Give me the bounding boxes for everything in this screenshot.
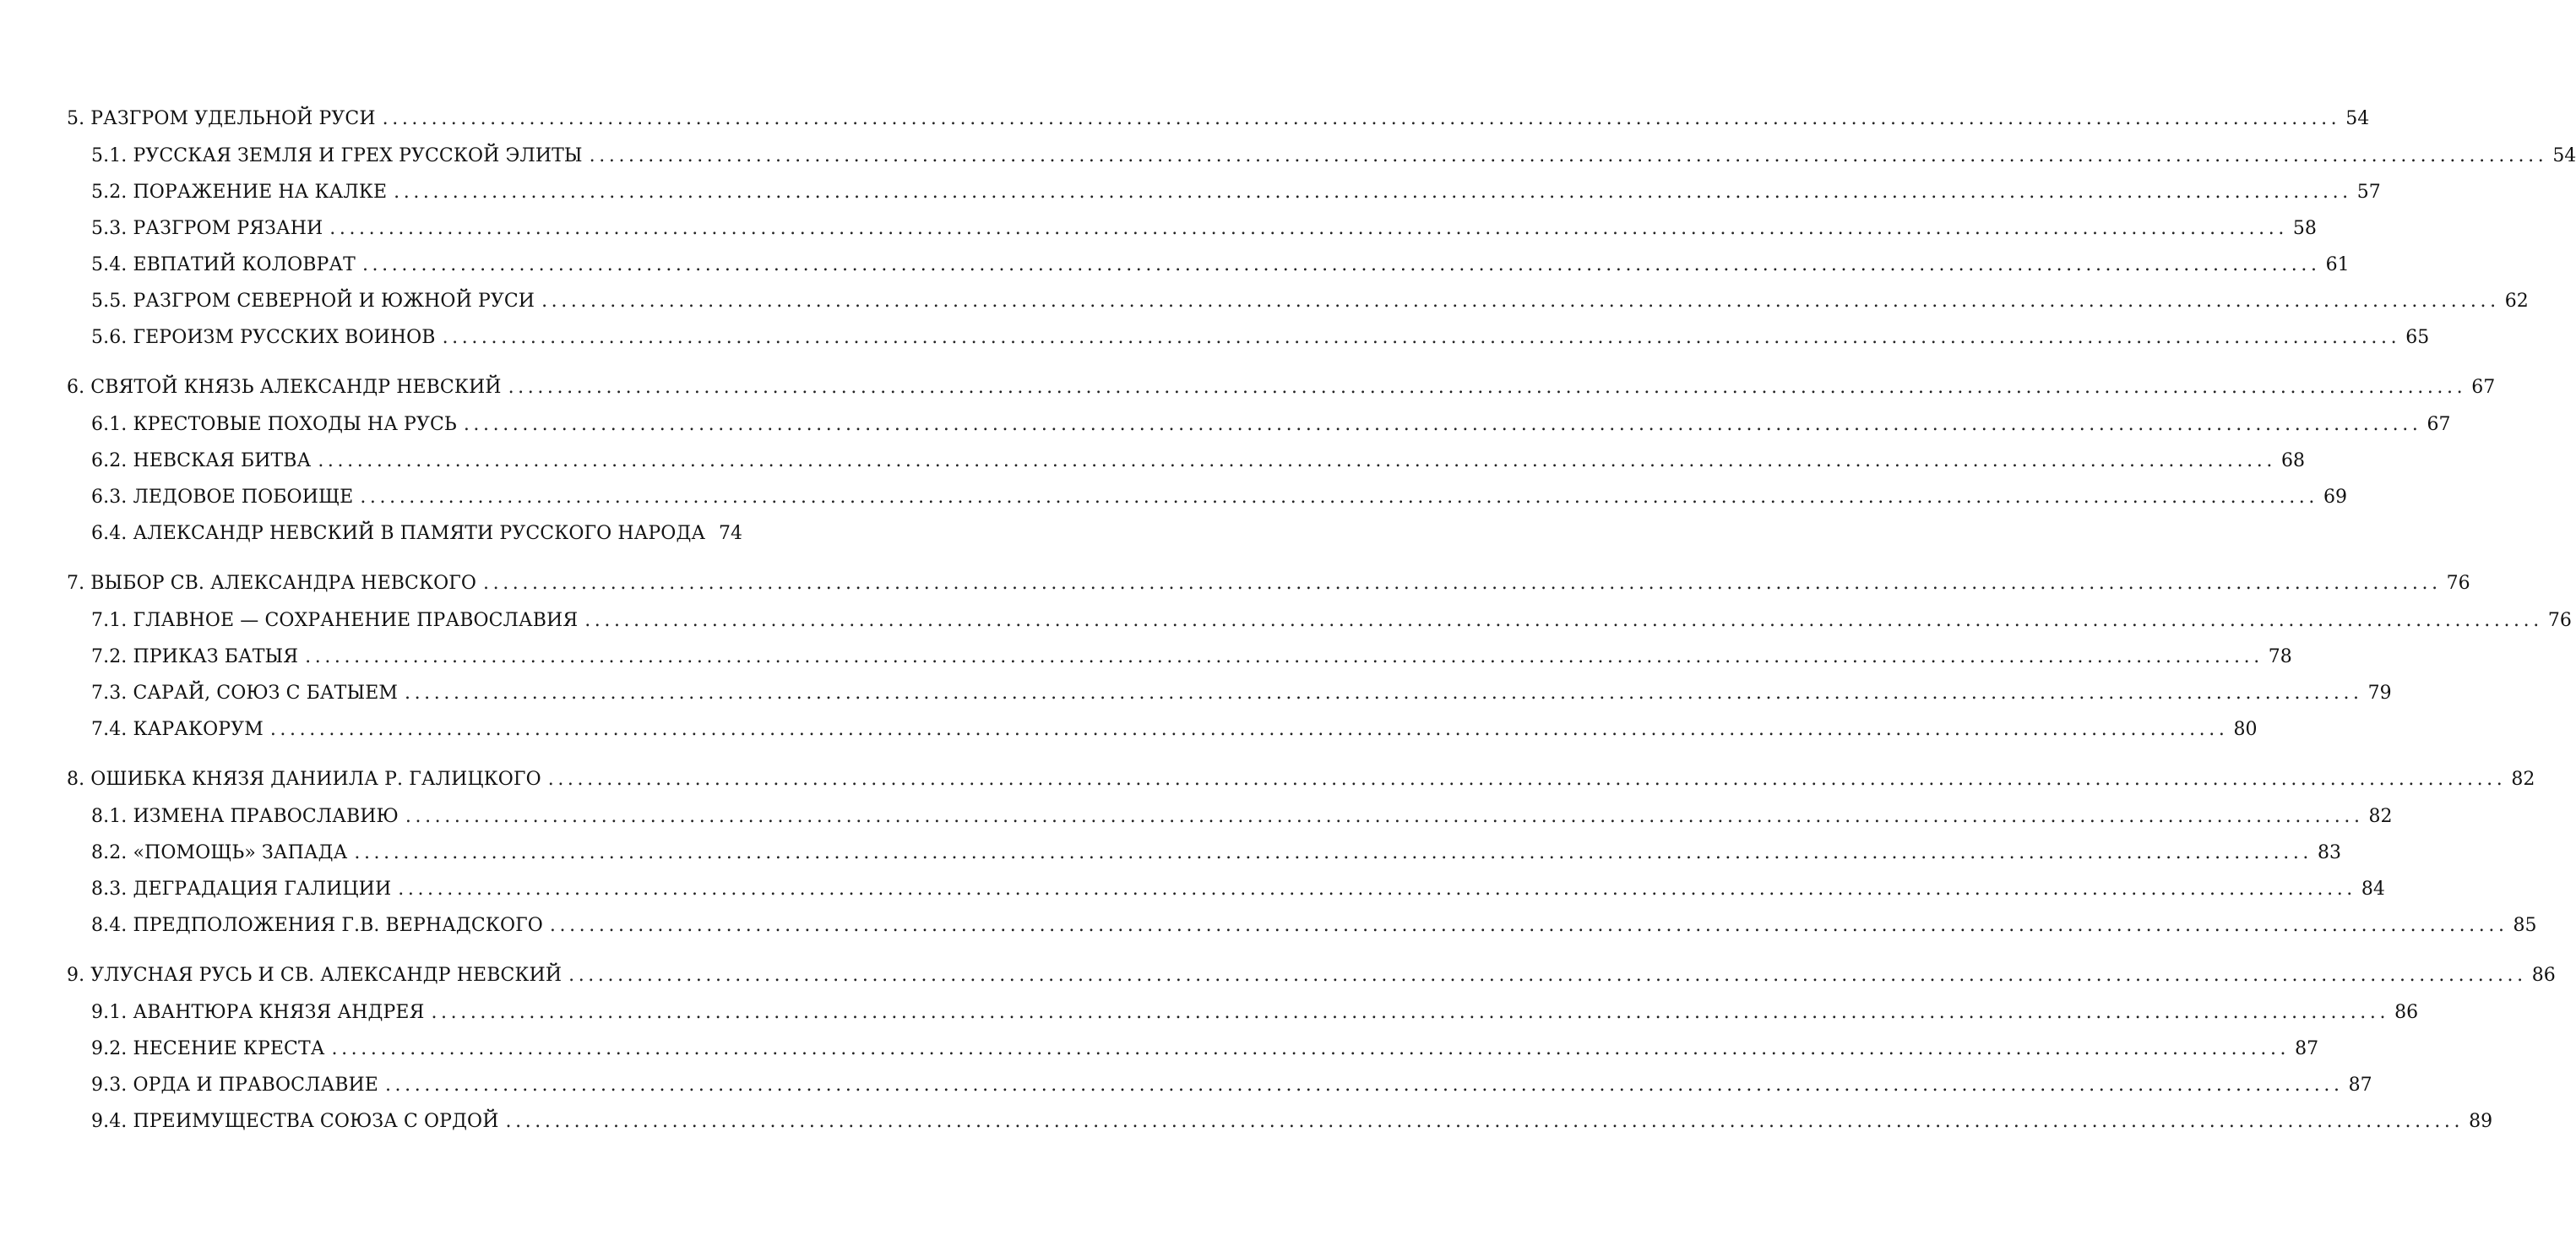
toc-entry-title: 7.1. ГЛАВНОЕ — СОХРАНЕНИЕ ПРАВОСЛАВИЯ — [91, 610, 579, 631]
toc-section-entry — [91, 291, 2529, 313]
toc-entry-page-number: 84 — [2361, 879, 2385, 900]
toc-entry-page-number: 86 — [2531, 965, 2556, 986]
dot-leader: ........................................................................................................................................................................................................ — [405, 806, 2364, 827]
toc-entry-title: 8.3. ДЕГРАДАЦИЯ ГАЛИЦИИ — [91, 879, 392, 900]
toc-entry-page-number: 74 — [719, 523, 742, 544]
toc-section-entry — [91, 610, 2572, 632]
toc-entry-page-number: 89 — [2469, 1111, 2493, 1132]
toc-section-entry — [91, 182, 2381, 204]
dot-leader: ........................................................................................................................................................................................................ — [442, 327, 2401, 348]
dot-leader: ........................................................................................................................................................................................................ — [394, 182, 2352, 203]
toc-entry-title: 5.1. РУССКАЯ ЗЕМЛЯ И ГРЕХ РУССКОЙ ЭЛИТЫ — [91, 145, 583, 166]
toc-entry-page-number: 87 — [2348, 1075, 2372, 1096]
dot-leader: ........................................................................................................................................................................................................ — [568, 965, 2527, 986]
toc-entry-page-number: 67 — [2471, 377, 2496, 398]
dot-leader: ........................................................................................................................................................................................................ — [354, 842, 2313, 863]
toc-entry-title: 8.1. ИЗМЕНА ПРАВОСЛАВИЮ — [91, 806, 399, 827]
dot-leader: ........................................................................................................................................................................................................ — [269, 719, 2229, 740]
toc-section-entry — [91, 145, 2576, 167]
toc-entry-page-number: 54 — [2345, 108, 2370, 129]
dot-leader: ........................................................................................................................................................................................................ — [584, 610, 2543, 631]
toc-entry-page-number: 80 — [2233, 719, 2258, 740]
toc-section-entry — [91, 254, 2350, 276]
toc-entry-page-number: 83 — [2318, 842, 2342, 863]
toc-section-entry — [91, 915, 2537, 937]
dot-leader: ........................................................................................................................................................................................................ — [463, 414, 2422, 435]
dot-leader: ........................................................................................................................................................................................................ — [547, 769, 2507, 790]
toc-entry-title: 5.3. РАЗГРОМ РЯЗАНИ — [91, 218, 323, 239]
toc-section-entry — [91, 450, 2305, 472]
toc-chapter-entry — [67, 108, 2370, 130]
toc-entry-page-number: 58 — [2292, 218, 2317, 239]
toc-entry-title: 9.4. ПРЕИМУЩЕСТВА СОЮЗА С ОРДОЙ — [91, 1111, 499, 1132]
toc-chapter-entry — [67, 769, 2535, 791]
toc-entry-page-number: 76 — [2547, 610, 2572, 631]
toc-entry-page-number: 61 — [2325, 254, 2350, 275]
toc-entry-title: 9.2. НЕСЕНИЕ КРЕСТА — [91, 1038, 325, 1059]
toc-section-entry — [91, 646, 2292, 668]
toc-entry-title: 9. УЛУСНАЯ РУСЬ И СВ. АЛЕКСАНДР НЕВСКИЙ — [67, 965, 562, 986]
toc-entry-title: 7.2. ПРИКАЗ БАТЫЯ — [91, 646, 299, 667]
toc-section-entry — [91, 1038, 2319, 1060]
dot-leader: ........................................................................................................................................................................................................ — [331, 1038, 2291, 1059]
toc-chapter-entry — [67, 377, 2496, 399]
toc-entry-title: 5. РАЗГРОМ УДЕЛЬНОЙ РУСИ — [67, 108, 376, 129]
toc-entry-page-number: 65 — [2405, 327, 2430, 348]
toc-section-entry — [91, 327, 2430, 349]
toc-section-entry — [91, 218, 2317, 240]
toc-entry-page-number: 85 — [2513, 915, 2537, 936]
toc-entry-title: 8. ОШИБКА КНЯЗЯ ДАНИИЛА Р. ГАЛИЦКОГО — [67, 769, 541, 790]
dot-leader: ........................................................................................................................................................................................................ — [360, 487, 2318, 508]
toc-entry-page-number: 54 — [2552, 145, 2576, 166]
dot-leader: ........................................................................................................................................................................................................ — [505, 1111, 2465, 1132]
toc-section-entry — [91, 523, 742, 545]
dot-leader: ........................................................................................................................................................................................................ — [318, 450, 2276, 471]
dot-leader: ........................................................................................................................................................................................................ — [549, 915, 2508, 936]
toc-entry-title: 7.3. САРАЙ, СОЮЗ С БАТЫЕМ — [91, 683, 398, 704]
toc-entry-title: 7. ВЫБОР СВ. АЛЕКСАНДРА НЕВСКОГО — [67, 573, 477, 594]
toc-section-entry — [91, 1111, 2493, 1133]
toc-entry-title: 5.2. ПОРАЖЕНИЕ НА КАЛКЕ — [91, 182, 388, 203]
toc-section-entry — [91, 842, 2342, 864]
toc-entry-page-number: 79 — [2367, 683, 2392, 704]
dot-leader: ........................................................................................................................................................................................................ — [382, 108, 2341, 129]
toc-entry-page-number: 76 — [2446, 573, 2470, 594]
toc-entry-page-number: 67 — [2427, 414, 2451, 435]
toc-entry-title: 6.1. КРЕСТОВЫЕ ПОХОДЫ НА РУСЬ — [91, 414, 457, 435]
toc-entry-page-number: 62 — [2504, 291, 2529, 312]
toc-section-entry — [91, 414, 2451, 436]
toc-entry-title: 6. СВЯТОЙ КНЯЗЬ АЛЕКСАНДР НЕВСКИЙ — [67, 377, 502, 398]
dot-leader: ........................................................................................................................................................................................................ — [508, 377, 2467, 398]
toc-entry-title: 6.3. ЛЕДОВОЕ ПОБОИЩЕ — [91, 487, 354, 508]
toc-entry-title: 9.3. ОРДА И ПРАВОСЛАВИЕ — [91, 1075, 378, 1096]
toc-entry-title: 6.2. НЕВСКАЯ БИТВА — [91, 450, 312, 471]
toc-entry-title: 7.4. КАРАКОРУМ — [91, 719, 264, 740]
toc-entry-title: 5.6. ГЕРОИЗМ РУССКИХ ВОИНОВ — [91, 327, 436, 348]
toc-section-entry — [91, 719, 2258, 741]
toc-entry-title: 5.5. РАЗГРОМ СЕВЕРНОЙ И ЮЖНОЙ РУСИ — [91, 291, 535, 312]
toc-entry-page-number: 86 — [2394, 1002, 2419, 1023]
toc-entry-page-number: 78 — [2268, 646, 2292, 667]
toc-chapter-entry — [67, 965, 2556, 987]
toc-section-entry — [91, 1075, 2372, 1097]
toc-entry-page-number: 82 — [2511, 769, 2535, 790]
toc-entry-page-number: 87 — [2295, 1038, 2319, 1059]
toc-entry-title: 5.4. ЕВПАТИЙ КОЛОВРАТ — [91, 254, 356, 275]
dot-leader: ........................................................................................................................................................................................................ — [305, 646, 2264, 667]
toc-chapter-entry — [67, 573, 2470, 595]
toc-section-entry — [91, 806, 2393, 828]
dot-leader — [712, 523, 714, 545]
toc-entry-page-number: 69 — [2323, 487, 2347, 508]
dot-leader: ........................................................................................................................................................................................................ — [589, 145, 2548, 166]
dot-leader: ........................................................................................................................................................................................................ — [384, 1075, 2344, 1096]
toc-section-entry — [91, 879, 2385, 901]
toc-entry-title: 8.4. ПРЕДПОЛОЖЕНИЯ Г.В. ВЕРНАДСКОГО — [91, 915, 543, 936]
toc-section-entry — [91, 1002, 2419, 1024]
toc-entry-title: 6.4. АЛЕКСАНДР НЕВСКИЙ В ПАМЯТИ РУССКОГО НАРОДА — [91, 523, 706, 544]
dot-leader: ........................................................................................................................................................................................................ — [405, 683, 2363, 704]
toc-section-entry — [91, 487, 2347, 509]
dot-leader: ........................................................................................................................................................................................................ — [541, 291, 2500, 312]
dot-leader: ........................................................................................................................................................................................................ — [398, 879, 2356, 900]
toc-entry-title: 8.2. «ПОМОЩЬ» ЗАПАДА — [91, 842, 348, 863]
dot-leader: ........................................................................................................................................................................................................ — [329, 218, 2288, 239]
toc-entry-title: 9.1. АВАНТЮРА КНЯЗЯ АНДРЕЯ — [91, 1002, 425, 1023]
toc-section-entry — [91, 683, 2392, 705]
toc-entry-page-number: 82 — [2368, 806, 2393, 827]
toc-entry-page-number: 57 — [2356, 182, 2381, 203]
dot-leader: ........................................................................................................................................................................................................ — [483, 573, 2442, 594]
toc-entry-page-number: 68 — [2280, 450, 2305, 471]
dot-leader: ........................................................................................................................................................................................................ — [431, 1002, 2390, 1023]
dot-leader: ........................................................................................................................................................................................................ — [361, 254, 2321, 275]
